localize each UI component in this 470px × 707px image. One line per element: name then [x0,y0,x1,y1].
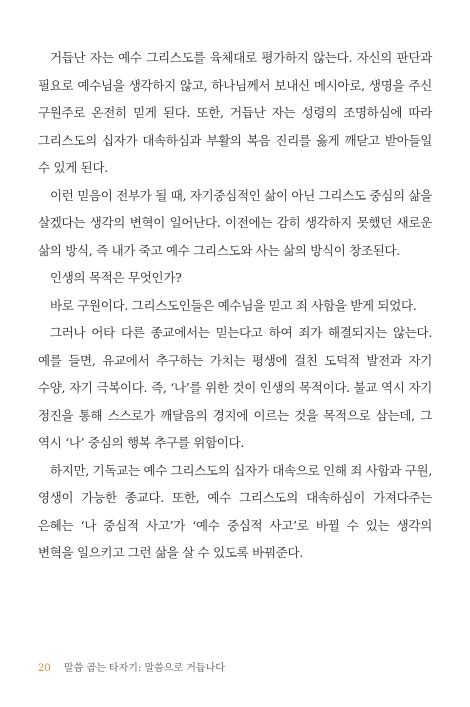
page-number: 20 [38,663,51,674]
paragraph: 그러나 어타 다른 종교에서는 믿는다고 하여 죄가 해결되지는 않는다. 예를 들면, 유교에서 추구하는 가치는 평생에 걸친 도덕적 발전과 자기 수양, 자기 극복이다. 즉, ‘나’를 위한 것이 인생의 목적이다. 불교 역시 자기 정진을 통해 스스로가 깨달음의 경지에 이르는 것을 목적으로 삼는데, 그 역시 ‘나’ 중심의 행복 추구를 위함이다. [38,325,432,450]
page-footer [38,659,225,674]
page-body [38,44,432,567]
paragraph: 바로 구원이다. 그리스도인들은 예수님을 믿고 죄 사함을 받게 되었다. [50,297,417,313]
running-title: 말씀 곱는 타자기: 말씀으로 거듭나다 [63,663,225,674]
paragraph: 이런 믿음이 전부가 될 때, 자기중심적인 삶이 아닌 그리스도 중심의 삶을 살겠다는 생각의 변혁이 일어난다. 이전에는 감히 생각하지 못했던 새로운 삶의 방식, 즉 내가 죽고 예수 그리스도와 사는 삶의 방식이 창조된다. [38,187,432,258]
paragraph-question: 인생의 목적은 무엇인가? [50,270,182,285]
paragraph: 하지만, 기독교는 예수 그리스도의 십자가 대속으로 인해 죄 사함과 구원, 영생이 가능한 종교다. 또한, 예수 그리스도의 대속하심이 가져다주는 은혜는 ‘나 중심적 사고’가 ‘예수 중심적 사고’로 바뀔 수 있는 생각의 변혁을 일으키고 그런 삶을 살 수 있도록 바꿔준다. [38,462,432,560]
paragraph: 거듭난 자는 예수 그리스도를 육체대로 평가하지 않는다. 자신의 판단과 필요로 예수님을 생각하지 않고, 하나님께서 보내신 메시아로, 생명을 주신 구원주로 온전히 믿게 된다. 또한, 거듭난 자는 성령의 조명하심에 따라 그리스도의 십자가 대속하심과 부활의 복음 진리를 옳게 깨닫고 받아들일 수 있게 된다. [38,50,432,175]
